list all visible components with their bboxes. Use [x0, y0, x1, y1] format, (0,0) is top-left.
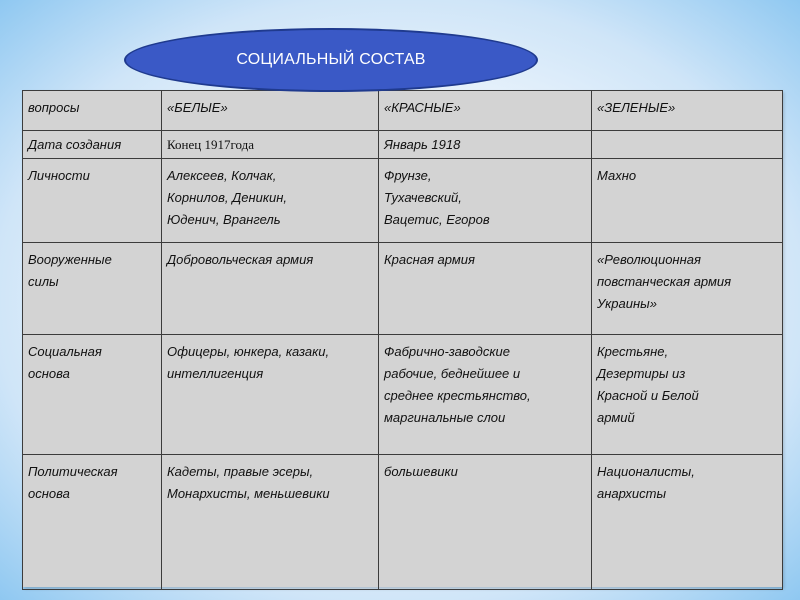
- cell-reds-political-base: большевики: [379, 455, 592, 590]
- cell-reds-social-base: Фабрично-заводские рабочие, беднейшее и среднее крестьянство, маргинальные слои: [379, 335, 592, 455]
- cell-whites-political-base: Кадеты, правые эсеры, Монархисты, меньшевики: [162, 455, 379, 590]
- cell-reds-personalities: Фрунзе, Тухачевский, Вацетис, Егоров: [379, 159, 592, 243]
- cell-greens-personalities: Махно: [592, 159, 783, 243]
- page-title: СОЦИАЛЬНЫЙ СОСТАВ: [124, 28, 538, 92]
- table-row: [23, 159, 783, 243]
- row-label-creation-date: Дата создания: [23, 131, 162, 159]
- header-reds: «КРАСНЫЕ»: [379, 91, 592, 131]
- cell-greens-armed-forces: «Революционная повстанческая армия Украины»: [592, 243, 783, 335]
- cell-whites-armed-forces: Добровольческая армия: [162, 243, 379, 335]
- cell-whites-creation-date: Конец 1917года: [162, 131, 379, 159]
- header-whites: «БЕЛЫЕ»: [162, 91, 379, 131]
- cell-whites-social-base: Офицеры, юнкера, казаки, интеллигенция: [162, 335, 379, 455]
- cell-greens-creation-date: [592, 131, 783, 159]
- table-row: [23, 131, 783, 159]
- row-label-social-base: Социальная основа: [23, 335, 162, 455]
- row-label-personalities: Личности: [23, 159, 162, 243]
- header-greens: «ЗЕЛЕНЫЕ»: [592, 91, 783, 131]
- cell-reds-armed-forces: Красная армия: [379, 243, 592, 335]
- comparison-table: [22, 90, 783, 590]
- header-row: [23, 91, 783, 131]
- header-questions: вопросы: [23, 91, 162, 131]
- cell-reds-creation-date: Январь 1918: [379, 131, 592, 159]
- comparison-table-container: [22, 90, 782, 587]
- cell-whites-personalities: Алексеев, Колчак, Корнилов, Деникин, Юденич, Врангель: [162, 159, 379, 243]
- table-row: [23, 243, 783, 335]
- table-row: [23, 455, 783, 590]
- row-label-armed-forces: Вооруженные силы: [23, 243, 162, 335]
- cell-greens-social-base: Крестьяне, Дезертиры из Красной и Белой армий: [592, 335, 783, 455]
- cell-greens-political-base: Националисты, анархисты: [592, 455, 783, 590]
- row-label-political-base: Политическая основа: [23, 455, 162, 590]
- table-row: [23, 335, 783, 455]
